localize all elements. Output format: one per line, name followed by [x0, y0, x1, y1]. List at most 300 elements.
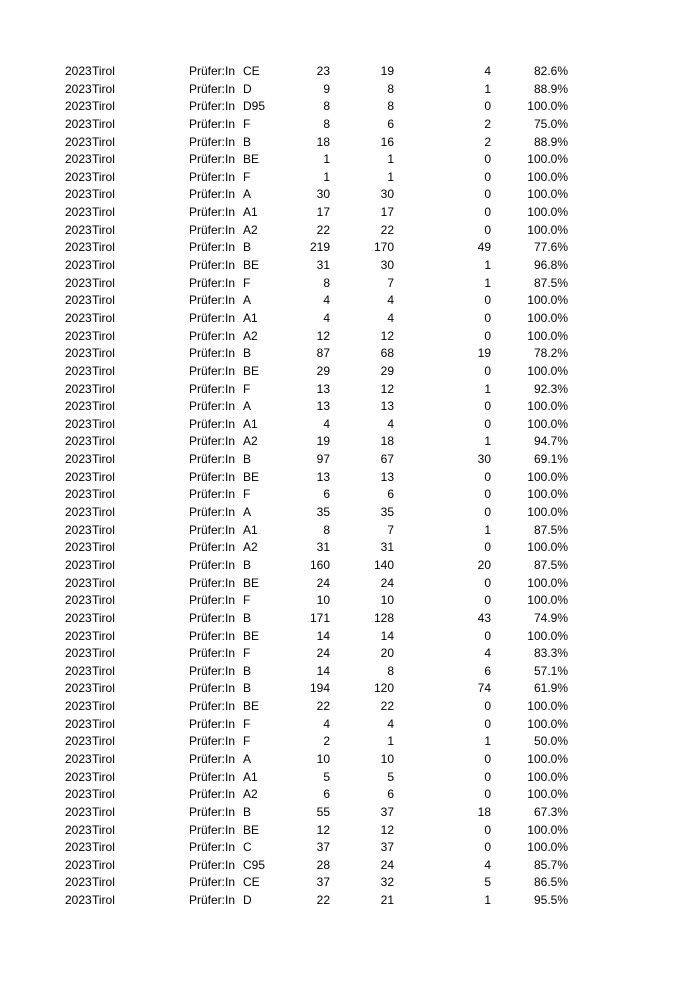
passed-cell: 6 [387, 487, 394, 502]
pass-rate-cell: 82.6% [533, 64, 568, 78]
examiner-cell: Prüfer:In [189, 716, 236, 731]
failed-cell: 0 [484, 293, 491, 308]
table-row [0, 169, 700, 187]
examiner-cell: Prüfer:In [189, 399, 236, 414]
class-cell: BE [243, 699, 260, 714]
examiner-cell: Prüfer:In [189, 222, 236, 237]
pass-rate-cell: 100.0% [527, 751, 568, 766]
year-cell: 2023 [65, 116, 92, 131]
examiner-cell: Prüfer:In [189, 134, 236, 149]
passed-cell: 12 [380, 381, 394, 396]
passed-cell: 8 [387, 81, 394, 96]
region-cell: Tirol [92, 205, 115, 220]
class-cell: F [243, 116, 251, 131]
table-row [0, 628, 700, 646]
year-cell: 2023 [65, 399, 92, 414]
examiner-cell: Prüfer:In [189, 293, 236, 308]
pass-rate-cell: 87.5% [533, 522, 568, 537]
pass-rate-cell: 100.0% [527, 222, 568, 237]
class-cell: F [243, 487, 251, 502]
examiner-cell: Prüfer:In [189, 840, 236, 855]
examiner-cell: Prüfer:In [189, 822, 236, 837]
class-cell: A [243, 399, 252, 414]
failed-cell: 0 [484, 540, 491, 555]
failed-cell: 0 [484, 593, 491, 608]
total-cell: 8 [323, 275, 330, 290]
class-cell: C [243, 840, 252, 855]
class-cell: F [243, 716, 251, 731]
total-cell: 12 [316, 822, 330, 837]
table-row [0, 733, 700, 751]
failed-cell: 0 [484, 716, 491, 731]
examiner-cell: Prüfer:In [189, 310, 236, 325]
failed-cell: 0 [484, 152, 491, 167]
passed-cell: 24 [380, 857, 394, 872]
failed-cell: 0 [484, 505, 491, 520]
region-cell: Tirol [92, 469, 115, 484]
year-cell: 2023 [65, 64, 92, 78]
total-cell: 17 [316, 205, 330, 220]
table-row [0, 575, 700, 593]
total-cell: 194 [309, 681, 330, 696]
examiner-cell: Prüfer:In [189, 416, 236, 431]
region-cell: Tirol [92, 593, 115, 608]
region-cell: Tirol [92, 275, 115, 290]
total-cell: 31 [316, 540, 330, 555]
class-cell: A2 [243, 328, 258, 343]
year-cell: 2023 [65, 258, 92, 273]
table-row [0, 804, 700, 822]
examiner-cell: Prüfer:In [189, 99, 236, 114]
failed-cell: 1 [484, 893, 491, 908]
region-cell: Tirol [92, 64, 115, 78]
failed-cell: 49 [477, 240, 491, 255]
year-cell: 2023 [65, 857, 92, 872]
region-cell: Tirol [92, 505, 115, 520]
class-cell: BE [243, 469, 260, 484]
total-cell: 37 [316, 875, 330, 890]
failed-cell: 2 [484, 134, 491, 149]
class-cell: B [243, 452, 252, 467]
pass-rate-cell: 74.9% [533, 610, 568, 625]
region-cell: Tirol [92, 169, 115, 184]
class-cell: A1 [243, 205, 258, 220]
table-row [0, 134, 700, 152]
examiner-cell: Prüfer:In [189, 769, 236, 784]
year-cell: 2023 [65, 363, 92, 378]
failed-cell: 0 [484, 769, 491, 784]
examiner-cell: Prüfer:In [189, 646, 236, 661]
total-cell: 171 [309, 610, 330, 625]
year-cell: 2023 [65, 787, 92, 802]
region-cell: Tirol [92, 487, 115, 502]
total-cell: 35 [316, 505, 330, 520]
region-cell: Tirol [92, 840, 115, 855]
pass-rate-cell: 78.2% [533, 346, 568, 361]
failed-cell: 0 [484, 628, 491, 643]
table-row [0, 398, 700, 416]
year-cell: 2023 [65, 134, 92, 149]
pass-rate-cell: 88.9% [533, 81, 568, 96]
passed-cell: 29 [380, 363, 394, 378]
class-cell: F [243, 381, 251, 396]
failed-cell: 0 [484, 328, 491, 343]
failed-cell: 0 [484, 399, 491, 414]
year-cell: 2023 [65, 434, 92, 449]
table-row [0, 328, 700, 346]
pass-rate-cell: 100.0% [527, 840, 568, 855]
region-cell: Tirol [92, 222, 115, 237]
pass-rate-cell: 100.0% [527, 593, 568, 608]
table-row [0, 451, 700, 469]
class-cell: BE [243, 258, 260, 273]
year-cell: 2023 [65, 99, 92, 114]
examiner-cell: Prüfer:In [189, 575, 236, 590]
examiner-cell: Prüfer:In [189, 557, 236, 572]
table-row [0, 381, 700, 399]
table-row [0, 751, 700, 769]
total-cell: 14 [316, 663, 330, 678]
examiner-cell: Prüfer:In [189, 734, 236, 749]
passed-cell: 21 [380, 893, 394, 908]
passed-cell: 14 [380, 628, 394, 643]
examiner-cell: Prüfer:In [189, 187, 236, 202]
passed-cell: 35 [380, 505, 394, 520]
year-cell: 2023 [65, 557, 92, 572]
total-cell: 37 [316, 840, 330, 855]
table-row [0, 275, 700, 293]
total-cell: 97 [316, 452, 330, 467]
passed-cell: 32 [380, 875, 394, 890]
examiner-cell: Prüfer:In [189, 857, 236, 872]
class-cell: F [243, 593, 251, 608]
class-cell: B [243, 804, 252, 819]
region-cell: Tirol [92, 575, 115, 590]
region-cell: Tirol [92, 822, 115, 837]
table-row [0, 469, 700, 487]
passed-cell: 37 [380, 804, 394, 819]
examiner-cell: Prüfer:In [189, 81, 236, 96]
class-cell: D [243, 893, 252, 908]
total-cell: 22 [316, 699, 330, 714]
passed-cell: 37 [380, 840, 394, 855]
total-cell: 23 [316, 64, 330, 78]
passed-cell: 1 [387, 169, 394, 184]
failed-cell: 1 [484, 434, 491, 449]
region-cell: Tirol [92, 804, 115, 819]
examiner-cell: Prüfer:In [189, 469, 236, 484]
region-cell: Tirol [92, 716, 115, 731]
class-cell: BE [243, 363, 260, 378]
table-row [0, 151, 700, 169]
class-cell: F [243, 169, 251, 184]
passed-cell: 13 [380, 399, 394, 414]
region-cell: Tirol [92, 610, 115, 625]
pass-rate-cell: 88.9% [533, 134, 568, 149]
total-cell: 6 [323, 487, 330, 502]
year-cell: 2023 [65, 610, 92, 625]
table-row [0, 645, 700, 663]
total-cell: 1 [323, 169, 330, 184]
passed-cell: 8 [387, 663, 394, 678]
failed-cell: 0 [484, 469, 491, 484]
year-cell: 2023 [65, 416, 92, 431]
failed-cell: 0 [484, 822, 491, 837]
examiner-cell: Prüfer:In [189, 152, 236, 167]
year-cell: 2023 [65, 328, 92, 343]
examiner-cell: Prüfer:In [189, 434, 236, 449]
year-cell: 2023 [65, 222, 92, 237]
passed-cell: 18 [380, 434, 394, 449]
pass-rate-cell: 96.8% [533, 258, 568, 273]
region-cell: Tirol [92, 893, 115, 908]
pass-rate-cell: 94.7% [533, 434, 568, 449]
failed-cell: 0 [484, 840, 491, 855]
region-cell: Tirol [92, 399, 115, 414]
year-cell: 2023 [65, 699, 92, 714]
failed-cell: 0 [484, 575, 491, 590]
pass-rate-cell: 67.3% [533, 804, 568, 819]
passed-cell: 22 [380, 699, 394, 714]
examiner-cell: Prüfer:In [189, 804, 236, 819]
examiner-cell: Prüfer:In [189, 328, 236, 343]
pass-rate-cell: 100.0% [527, 205, 568, 220]
total-cell: 8 [323, 116, 330, 131]
region-cell: Tirol [92, 751, 115, 766]
total-cell: 9 [323, 81, 330, 96]
pass-rate-cell: 57.1% [533, 663, 568, 678]
region-cell: Tirol [92, 522, 115, 537]
failed-cell: 0 [484, 787, 491, 802]
pass-rate-cell: 100.0% [527, 152, 568, 167]
class-cell: BE [243, 628, 260, 643]
year-cell: 2023 [65, 716, 92, 731]
class-cell: BE [243, 152, 260, 167]
examiner-cell: Prüfer:In [189, 505, 236, 520]
region-cell: Tirol [92, 663, 115, 678]
region-cell: Tirol [92, 452, 115, 467]
pass-rate-cell: 100.0% [527, 399, 568, 414]
class-cell: B [243, 610, 252, 625]
year-cell: 2023 [65, 840, 92, 855]
table-row [0, 416, 700, 434]
year-cell: 2023 [65, 293, 92, 308]
class-cell: D [243, 81, 252, 96]
pass-rate-cell: 83.3% [533, 646, 568, 661]
region-cell: Tirol [92, 293, 115, 308]
passed-cell: 4 [387, 310, 394, 325]
examiner-cell: Prüfer:In [189, 346, 236, 361]
pass-rate-cell: 77.6% [533, 240, 568, 255]
passed-cell: 17 [380, 205, 394, 220]
table-row [0, 592, 700, 610]
year-cell: 2023 [65, 663, 92, 678]
total-cell: 12 [316, 328, 330, 343]
total-cell: 2 [323, 734, 330, 749]
pass-rate-cell: 100.0% [527, 822, 568, 837]
table-row [0, 345, 700, 363]
pass-rate-cell: 100.0% [527, 469, 568, 484]
examiner-cell: Prüfer:In [189, 875, 236, 890]
total-cell: 14 [316, 628, 330, 643]
region-cell: Tirol [92, 187, 115, 202]
examiner-cell: Prüfer:In [189, 681, 236, 696]
total-cell: 22 [316, 222, 330, 237]
failed-cell: 1 [484, 734, 491, 749]
class-cell: B [243, 240, 252, 255]
total-cell: 6 [323, 787, 330, 802]
examiner-cell: Prüfer:In [189, 169, 236, 184]
total-cell: 13 [316, 381, 330, 396]
total-cell: 4 [323, 716, 330, 731]
year-cell: 2023 [65, 452, 92, 467]
failed-cell: 43 [477, 610, 491, 625]
class-cell: A [243, 751, 252, 766]
passed-cell: 12 [380, 822, 394, 837]
failed-cell: 4 [484, 646, 491, 661]
failed-cell: 19 [477, 346, 491, 361]
year-cell: 2023 [65, 275, 92, 290]
table-row [0, 874, 700, 892]
year-cell: 2023 [65, 169, 92, 184]
year-cell: 2023 [65, 310, 92, 325]
examiner-cell: Prüfer:In [189, 893, 236, 908]
passed-cell: 4 [387, 716, 394, 731]
passed-cell: 4 [387, 416, 394, 431]
region-cell: Tirol [92, 416, 115, 431]
passed-cell: 10 [380, 751, 394, 766]
table-row [0, 698, 700, 716]
examiner-cell: Prüfer:In [189, 522, 236, 537]
total-cell: 10 [316, 751, 330, 766]
examiner-cell: Prüfer:In [189, 258, 236, 273]
table-row [0, 363, 700, 381]
passed-cell: 16 [380, 134, 394, 149]
class-cell: F [243, 734, 251, 749]
region-cell: Tirol [92, 769, 115, 784]
passed-cell: 7 [387, 275, 394, 290]
failed-cell: 0 [484, 187, 491, 202]
total-cell: 160 [309, 557, 330, 572]
pass-rate-cell: 100.0% [527, 769, 568, 784]
passed-cell: 13 [380, 469, 394, 484]
passed-cell: 22 [380, 222, 394, 237]
failed-cell: 0 [484, 99, 491, 114]
year-cell: 2023 [65, 540, 92, 555]
year-cell: 2023 [65, 804, 92, 819]
pass-rate-cell: 100.0% [527, 293, 568, 308]
passed-cell: 19 [380, 64, 394, 78]
pass-rate-cell: 50.0% [533, 734, 568, 749]
region-cell: Tirol [92, 346, 115, 361]
table-row [0, 663, 700, 681]
failed-cell: 18 [477, 804, 491, 819]
year-cell: 2023 [65, 187, 92, 202]
failed-cell: 0 [484, 363, 491, 378]
table-row [0, 116, 700, 134]
year-cell: 2023 [65, 751, 92, 766]
pass-rate-cell: 100.0% [527, 699, 568, 714]
pass-rate-cell: 100.0% [527, 187, 568, 202]
table-row [0, 557, 700, 575]
year-cell: 2023 [65, 205, 92, 220]
passed-cell: 67 [380, 452, 394, 467]
class-cell: B [243, 663, 252, 678]
class-cell: B [243, 557, 252, 572]
class-cell: A1 [243, 310, 258, 325]
pass-rate-cell: 85.7% [533, 857, 568, 872]
class-cell: A2 [243, 787, 258, 802]
pass-rate-cell: 75.0% [533, 116, 568, 131]
class-cell: D95 [243, 99, 266, 114]
table-row [0, 63, 700, 81]
total-cell: 13 [316, 399, 330, 414]
table-row [0, 522, 700, 540]
passed-cell: 68 [380, 346, 394, 361]
region-cell: Tirol [92, 381, 115, 396]
failed-cell: 0 [484, 205, 491, 220]
pass-rate-cell: 69.1% [533, 452, 568, 467]
data-table [0, 63, 700, 910]
pass-rate-cell: 100.0% [527, 487, 568, 502]
table-row [0, 892, 700, 910]
failed-cell: 0 [484, 169, 491, 184]
passed-cell: 5 [387, 769, 394, 784]
class-cell: A [243, 187, 252, 202]
year-cell: 2023 [65, 505, 92, 520]
examiner-cell: Prüfer:In [189, 275, 236, 290]
passed-cell: 6 [387, 787, 394, 802]
examiner-cell: Prüfer:In [189, 363, 236, 378]
region-cell: Tirol [92, 557, 115, 572]
passed-cell: 170 [373, 240, 394, 255]
year-cell: 2023 [65, 81, 92, 96]
examiner-cell: Prüfer:In [189, 787, 236, 802]
table-row [0, 292, 700, 310]
table-row [0, 257, 700, 275]
region-cell: Tirol [92, 134, 115, 149]
year-cell: 2023 [65, 240, 92, 255]
pass-rate-cell: 100.0% [527, 787, 568, 802]
failed-cell: 4 [484, 857, 491, 872]
pass-rate-cell: 95.5% [533, 893, 568, 908]
region-cell: Tirol [92, 363, 115, 378]
total-cell: 1 [323, 152, 330, 167]
year-cell: 2023 [65, 346, 92, 361]
table-row [0, 610, 700, 628]
class-cell: A2 [243, 222, 258, 237]
table-row [0, 786, 700, 804]
pass-rate-cell: 100.0% [527, 716, 568, 731]
region-cell: Tirol [92, 540, 115, 555]
total-cell: 28 [316, 857, 330, 872]
table-row [0, 98, 700, 116]
class-cell: CE [243, 64, 260, 78]
failed-cell: 30 [477, 452, 491, 467]
year-cell: 2023 [65, 152, 92, 167]
region-cell: Tirol [92, 681, 115, 696]
total-cell: 8 [323, 522, 330, 537]
passed-cell: 6 [387, 116, 394, 131]
total-cell: 29 [316, 363, 330, 378]
class-cell: F [243, 646, 251, 661]
pass-rate-cell: 100.0% [527, 328, 568, 343]
total-cell: 18 [316, 134, 330, 149]
class-cell: A2 [243, 540, 258, 555]
region-cell: Tirol [92, 875, 115, 890]
table-row [0, 680, 700, 698]
passed-cell: 31 [380, 540, 394, 555]
